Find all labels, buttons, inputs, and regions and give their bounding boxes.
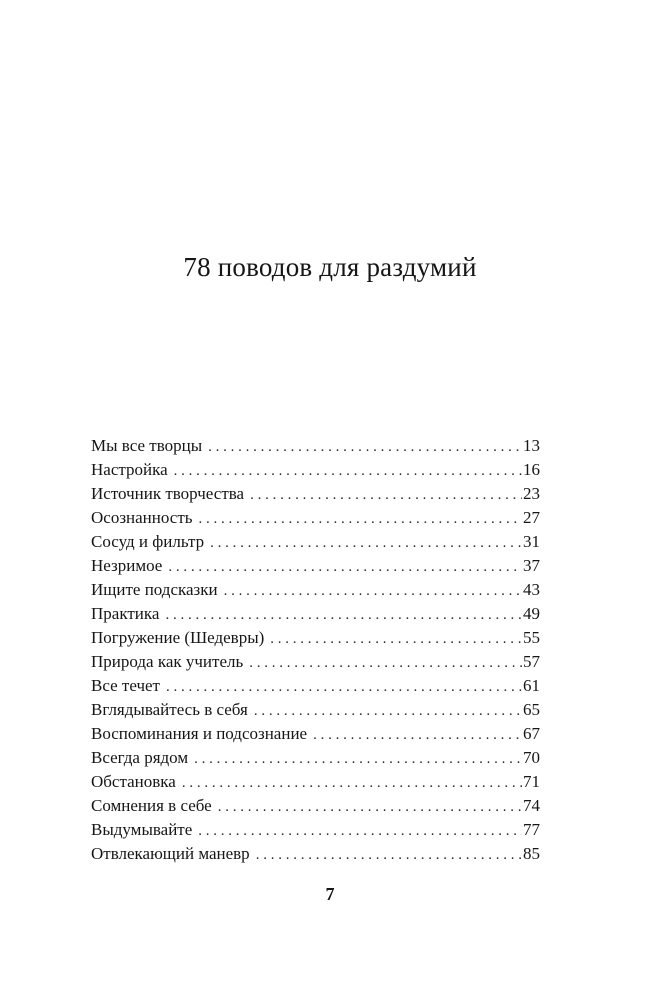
toc-entry-page: 37 <box>523 556 540 575</box>
toc-entry-page: 74 <box>523 796 540 815</box>
toc-entry <box>91 770 540 794</box>
page-title: 78 поводов для раздумий <box>183 252 477 282</box>
toc-leader-dots <box>194 747 522 771</box>
toc-entry <box>91 626 540 650</box>
toc-entry-title: Настройка <box>91 460 168 479</box>
toc-leader-dots <box>249 651 522 675</box>
toc-entry-title: Сомнения в себе <box>91 796 212 815</box>
toc-entry <box>91 794 540 818</box>
toc-leader-dots <box>250 483 522 507</box>
toc-entry <box>91 434 540 458</box>
toc-entry-page: 16 <box>523 460 540 479</box>
toc-entry <box>91 674 540 698</box>
toc-entry-page: 55 <box>523 628 540 647</box>
toc-entry-page: 43 <box>523 580 540 599</box>
toc-entry-page: 31 <box>523 532 540 551</box>
toc-entry-page: 23 <box>523 484 540 503</box>
toc-leader-dots <box>208 435 522 459</box>
toc-leader-dots <box>198 819 522 843</box>
table-of-contents <box>91 434 540 866</box>
toc-entry-title: Незримое <box>91 556 163 575</box>
toc-entry-page: 77 <box>523 820 540 839</box>
toc-entry-title: Все течет <box>91 676 160 695</box>
toc-leader-dots <box>166 675 522 699</box>
toc-entry <box>91 506 540 530</box>
toc-entry-title: Погружение (Шедевры) <box>91 628 265 647</box>
toc-leader-dots <box>256 843 522 867</box>
toc-entry <box>91 818 540 842</box>
toc-entry-title: Сосуд и фильтр <box>91 532 205 551</box>
toc-entry <box>91 722 540 746</box>
page-number: 7 <box>325 884 335 904</box>
toc-entry-page: 70 <box>523 748 540 767</box>
toc-entry-title: Ищите подсказки <box>91 580 218 599</box>
toc-entry-page: 71 <box>523 772 540 791</box>
toc-entry <box>91 746 540 770</box>
toc-entry-page: 49 <box>523 604 540 623</box>
toc-entry <box>91 530 540 554</box>
toc-entry-title: Выдумывайте <box>91 820 193 839</box>
toc-entry-title: Осознанность <box>91 508 193 527</box>
toc-entry-page: 13 <box>523 436 540 455</box>
toc-leader-dots <box>218 795 522 819</box>
toc-entry-page: 61 <box>523 676 540 695</box>
toc-entry-title: Всегда рядом <box>91 748 189 767</box>
toc-entry-title: Источник творчества <box>91 484 245 503</box>
toc-leader-dots <box>168 555 522 579</box>
toc-leader-dots <box>165 603 522 627</box>
toc-entry <box>91 554 540 578</box>
toc-leader-dots <box>210 531 522 555</box>
toc-entry <box>91 698 540 722</box>
toc-entry-page: 67 <box>523 724 540 743</box>
toc-entry-page: 27 <box>523 508 540 527</box>
toc-leader-dots <box>313 723 522 747</box>
toc-entry <box>91 602 540 626</box>
toc-leader-dots <box>224 579 522 603</box>
toc-leader-dots <box>254 699 522 723</box>
toc-entry <box>91 578 540 602</box>
toc-entry-page: 57 <box>523 652 540 671</box>
toc-leader-dots <box>174 459 522 483</box>
toc-entry-title: Отвлекающий маневр <box>91 844 250 863</box>
toc-entry-page: 65 <box>523 700 540 719</box>
toc-entry-title: Мы все творцы <box>91 436 203 455</box>
toc-entry-title: Воспоминания и подсознание <box>91 724 308 743</box>
toc-entry <box>91 458 540 482</box>
toc-entry <box>91 650 540 674</box>
toc-entry-page: 85 <box>523 844 540 863</box>
toc-leader-dots <box>199 507 522 531</box>
toc-entry <box>91 482 540 506</box>
toc-leader-dots <box>182 771 522 795</box>
toc-entry-title: Вглядывайтесь в себя <box>91 700 248 719</box>
toc-entry <box>91 842 540 866</box>
toc-entry-title: Обстановка <box>91 772 176 791</box>
toc-entry-title: Практика <box>91 604 160 623</box>
toc-entry-title: Природа как учитель <box>91 652 244 671</box>
toc-leader-dots <box>270 627 522 651</box>
